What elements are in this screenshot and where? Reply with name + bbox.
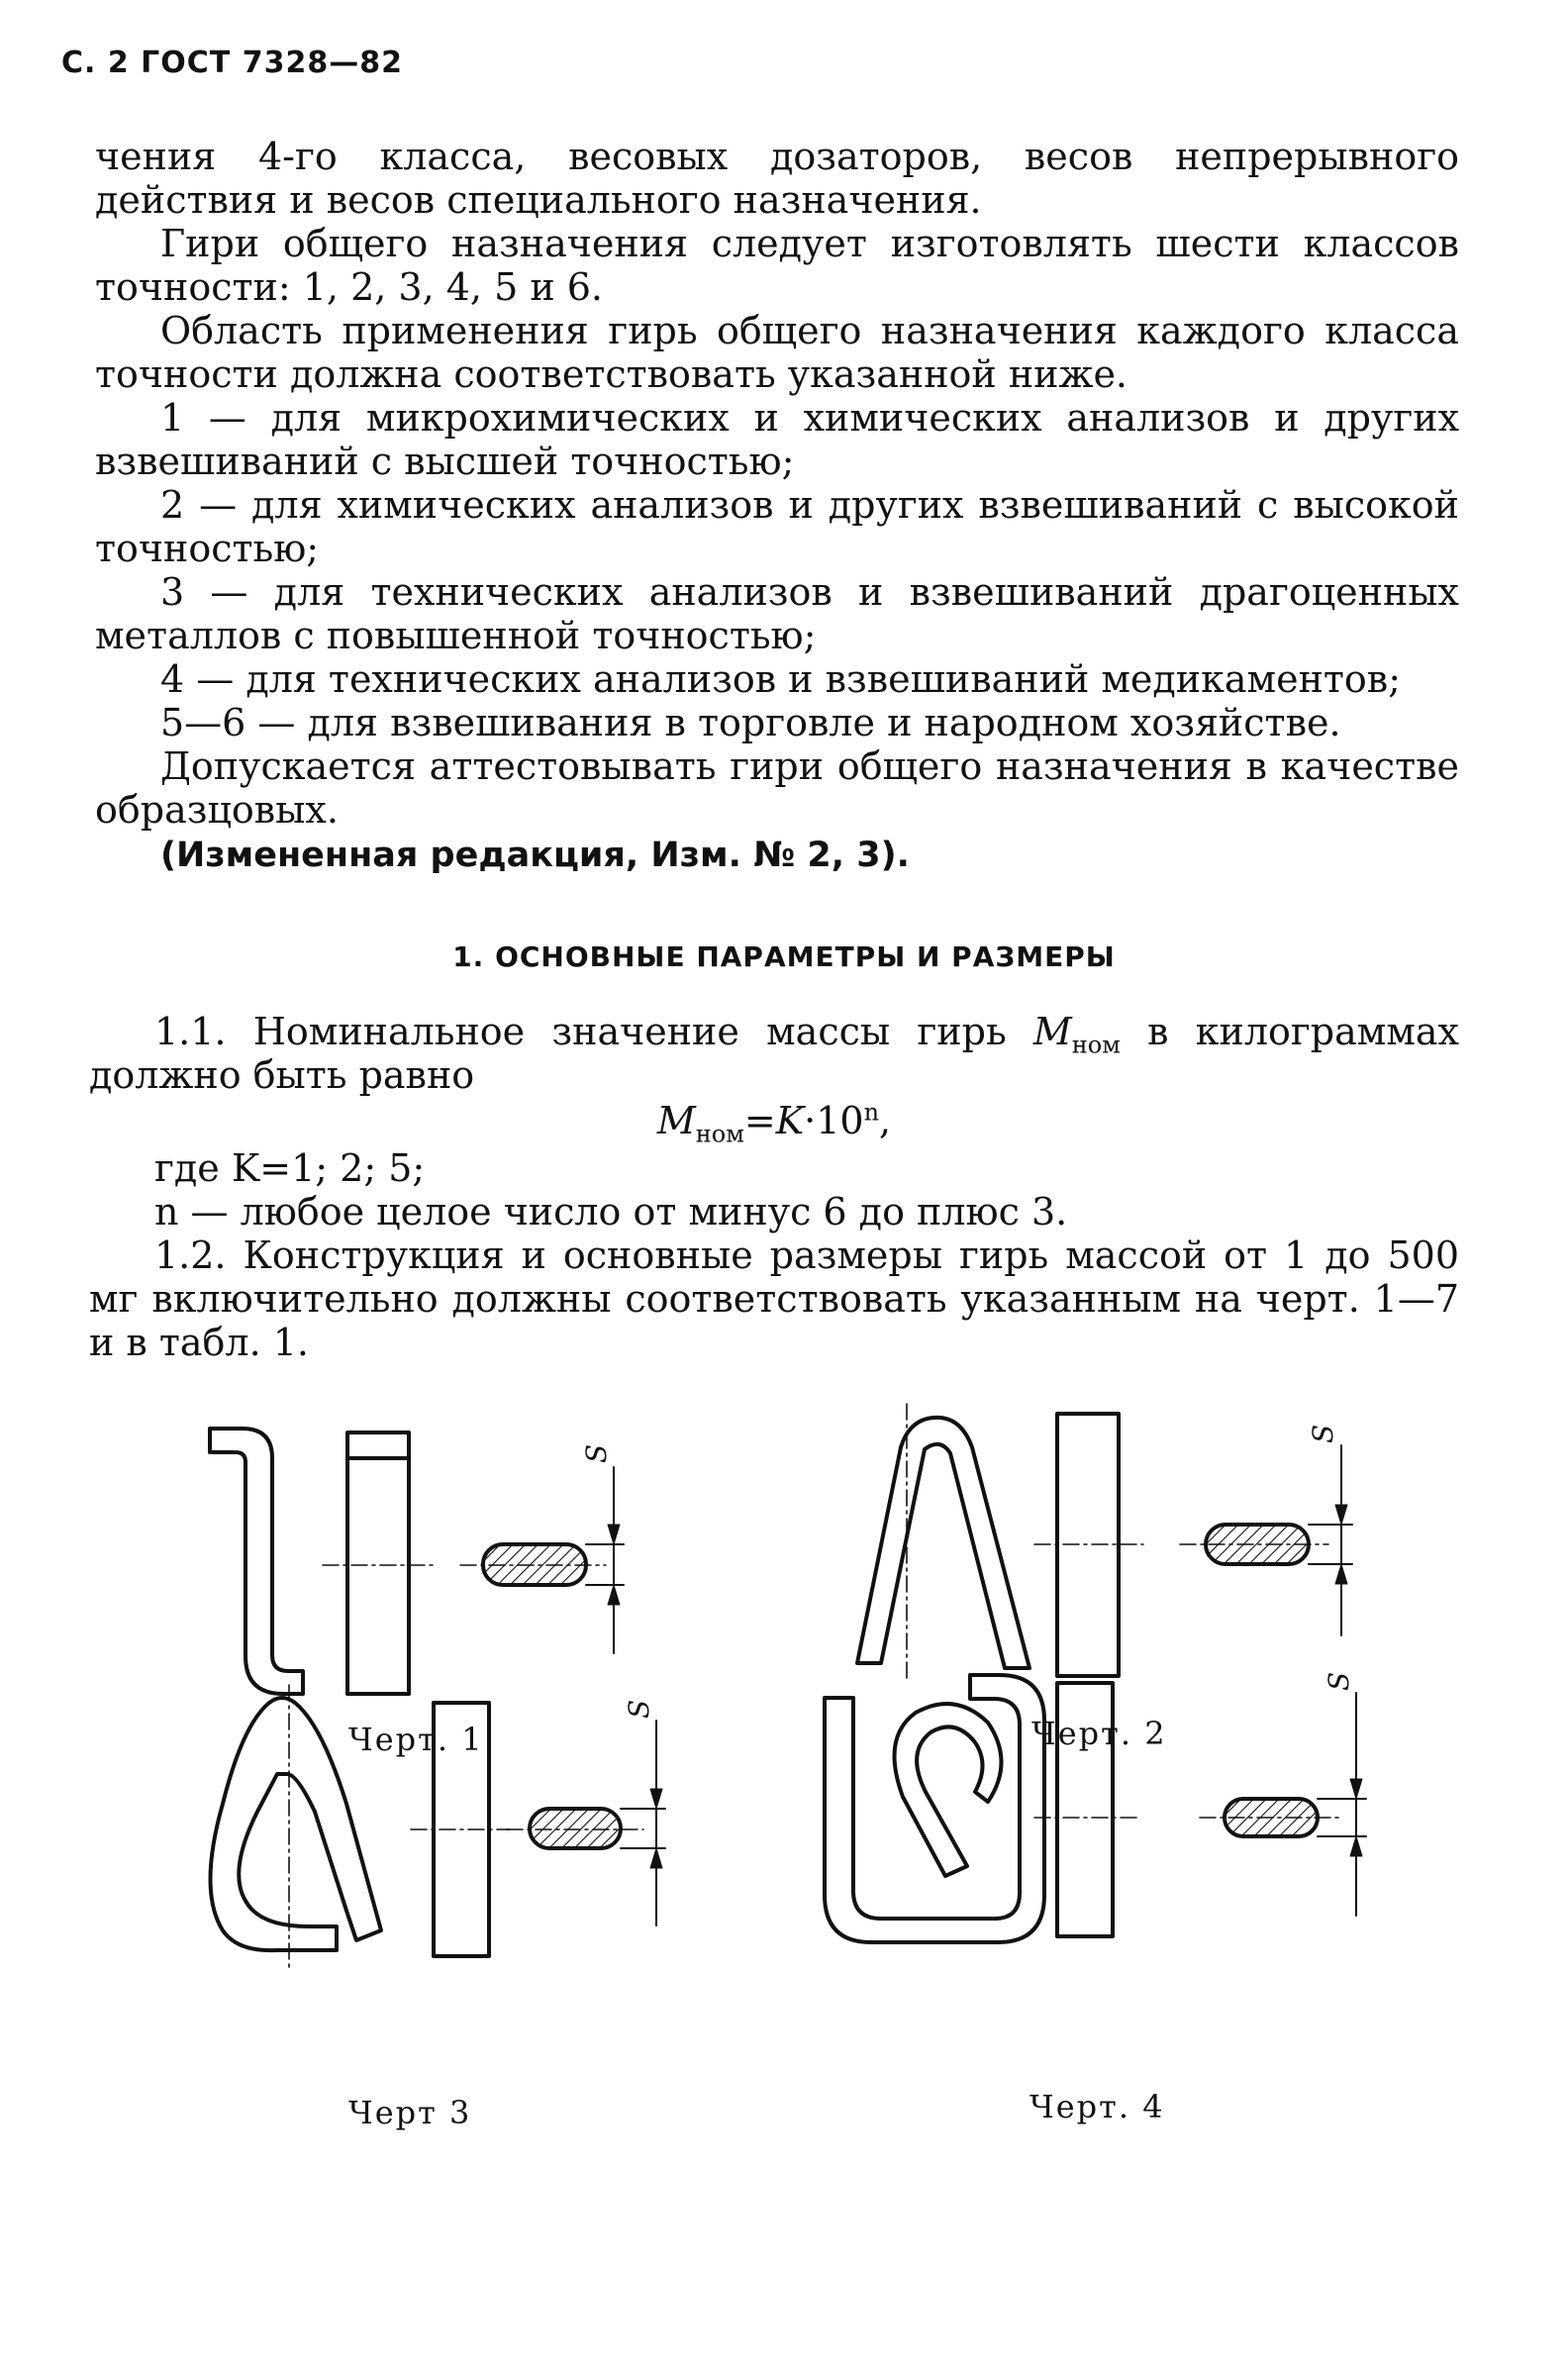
clause-1-2: 1.2. Конструкция и основные размеры гирь массой от 1 до 500 мг включительно должны соответствовать указанным на черт. 1—7 и в табл. 1. bbox=[89, 1234, 1459, 1364]
figure-2 bbox=[857, 1404, 1352, 1683]
paragraph-class-5-6: 5—6 — для взвешивания в торговле и народном хозяйстве. bbox=[160, 701, 1341, 744]
fig1-hook-wire bbox=[210, 1429, 303, 1694]
fig3-arrow-down bbox=[650, 1789, 662, 1809]
fig1-dim-label: S bbox=[580, 1443, 613, 1463]
caption-figure-2: Черт. 2 bbox=[1031, 1715, 1167, 1752]
running-header: С. 2 ГОСТ 7328—82 bbox=[61, 46, 403, 80]
mass-formula bbox=[89, 1098, 1459, 1148]
paragraph-classes: Гири общего назначения следует изготовлять шести классов точности: 1, 2, 3, 4, 5 и 6. bbox=[95, 222, 1459, 309]
paragraph-class-3: 3 — для технических анализов и взвешиваний драгоценных металлов с повышенной точностью; bbox=[95, 570, 1459, 657]
formula-mid: ·10 bbox=[804, 1099, 864, 1142]
clause-1-1-text-after: в килограммах должно быть равно bbox=[89, 1010, 1459, 1097]
fig2-v-wire bbox=[857, 1418, 1029, 1668]
amendment-note: (Измененная редакция, Изм. № 2, 3). bbox=[160, 836, 910, 875]
formula-end: , bbox=[879, 1099, 892, 1142]
figure-1 bbox=[210, 1429, 624, 1694]
clause-1-1-text-before: 1.1. Номинальное значение массы гирь bbox=[154, 1010, 1033, 1053]
fig1-side-view bbox=[347, 1432, 409, 1694]
paragraph-class-1: 1 — для микрохимических и химических анализов и других взвешиваний с высшей точностью; bbox=[95, 396, 1459, 483]
fig3-dim-label: S bbox=[623, 1699, 655, 1719]
fig2-dim-label: S bbox=[1307, 1424, 1339, 1443]
clauses bbox=[89, 1010, 1459, 1364]
section-title: 1. ОСНОВНЫЕ ПАРАМЕТРЫ И РАЗМЕРЫ bbox=[452, 940, 1116, 973]
n-definition: n — любое целое число от минус 6 до плюс 3. bbox=[154, 1190, 1068, 1234]
formula-lhs: M bbox=[656, 1099, 696, 1142]
fig3-section bbox=[530, 1809, 621, 1848]
formula-k: K bbox=[775, 1099, 805, 1142]
clause-1-1 bbox=[89, 1010, 1459, 1097]
paragraph-class-2: 2 — для химических анализов и других взвешиваний с высокой точностью; bbox=[95, 483, 1459, 570]
formula-eq: = bbox=[743, 1099, 776, 1142]
caption-figure-4: Черт. 4 bbox=[1029, 2088, 1165, 2125]
paragraph-attestation: Допускается аттестовывать гири общего назначения в качестве образцовых. bbox=[95, 744, 1459, 832]
fig4-arrow-down bbox=[1350, 1779, 1362, 1799]
fig1-arrow-up bbox=[608, 1585, 620, 1605]
mass-subscript: ном bbox=[1071, 1031, 1121, 1059]
fig2-arrow-up bbox=[1335, 1564, 1347, 1584]
intro-text bbox=[95, 135, 1459, 877]
fig2-arrow-down bbox=[1335, 1505, 1347, 1525]
drawings-area bbox=[0, 1376, 1568, 2267]
paragraph-class-4: 4 — для технических анализов и взвешиваний медикаментов; bbox=[160, 657, 1401, 701]
formula-exp: n bbox=[863, 1098, 880, 1127]
where-line: где K=1; 2; 5; bbox=[154, 1146, 426, 1190]
fig3-arrow-up bbox=[650, 1848, 662, 1868]
fig1-arrow-down bbox=[608, 1525, 620, 1544]
drawings-svg bbox=[0, 1376, 1568, 2267]
mass-symbol: M bbox=[1032, 1010, 1072, 1053]
paragraph-scope: Область применения гирь общего назначения каждого класса точности должна соответствовать указанной ниже. bbox=[95, 309, 1459, 396]
formula-lhs-sub: ном bbox=[695, 1120, 744, 1148]
caption-figure-3: Черт 3 bbox=[348, 2094, 472, 2131]
caption-figure-1: Черт. 1 bbox=[348, 1721, 484, 1758]
fig4-dim-label: S bbox=[1323, 1671, 1355, 1691]
paragraph-continuation: чения 4-го класса, весовых дозаторов, весов непрерывного действия и весов специального назначения. bbox=[95, 135, 1459, 222]
fig4-inner-wire bbox=[895, 1704, 1002, 1876]
fig4-arrow-up bbox=[1350, 1836, 1362, 1856]
